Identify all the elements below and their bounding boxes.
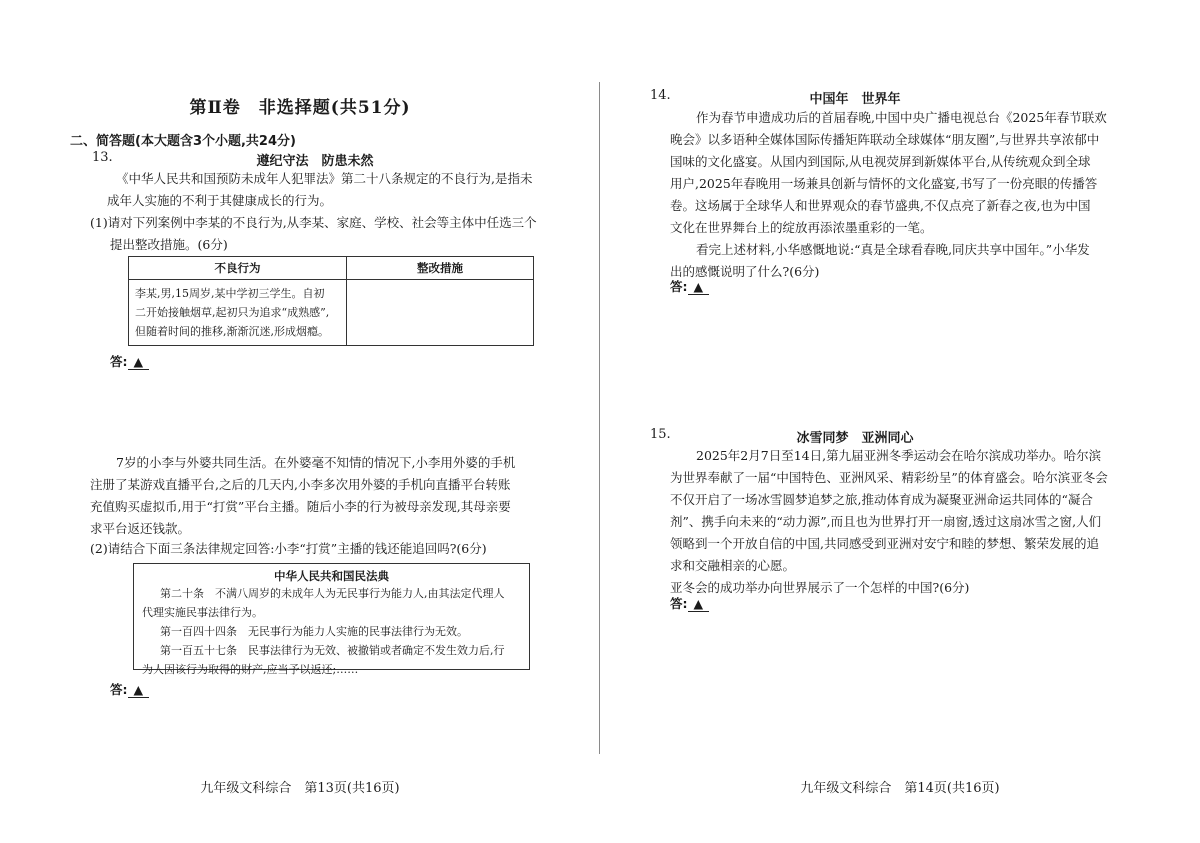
behavior-table [128, 256, 534, 346]
answer-label: 答: [110, 682, 128, 697]
question-13-part1 [90, 212, 570, 256]
civil-code-title: 中华人民共和国民法典 [274, 569, 389, 583]
page-divider [599, 82, 600, 754]
material-line: 2025年2月7日至14日,第九届亚洲冬季运动会在哈尔滨成功举办。哈尔滨 [696, 448, 1102, 463]
question-13-part2: (2)请结合下面三条法律规定回答:小李“打赏”主播的钱还能追回吗?(6分) [90, 541, 487, 556]
case-line: 二开始接触烟草,起初只为追求“成熟感”, [135, 306, 330, 319]
right-footer: 九年级文科综合 第14页(共16页) [800, 781, 1000, 796]
material-line: 卷。这场属于全球华人和世界观众的春节盛典,不仅点亮了新春之夜,也为中国 [670, 198, 1091, 213]
answer-label: 答: [670, 596, 688, 611]
answer-mark-icon: ▲ [133, 354, 144, 369]
material-line: 求和交融相亲的心愿。 [670, 558, 796, 573]
material-line: 出的感慨说明了什么?(6分) [670, 264, 820, 279]
question-15-material [670, 445, 1140, 599]
question-15-number: 15. [650, 427, 671, 442]
section-heading: 二、简答题(本大题含3个小题,共24分) [70, 134, 296, 149]
answer-label: 答: [110, 354, 128, 369]
intro-line: 《中华人民共和国预防未成年人犯罪法》第二十八条规定的不良行为,是指未 [116, 171, 533, 186]
question-15-title: 冰雪同梦 亚洲同心 [796, 431, 914, 446]
question-14-title: 中国年 世界年 [809, 92, 901, 107]
material-line: 领略到一个开放自信的中国,共同感受到亚洲对安宁和睦的梦想、繁荣发展的追 [670, 536, 1099, 551]
question-14-number: 14. [650, 88, 671, 103]
material-line: 剂”、携手向未来的“动力源”,而且也为世界打开一扇窗,透过这扇冰雪之窗,人们 [670, 514, 1102, 529]
case-line: 李某,男,15周岁,某中学初三学生。自初 [135, 287, 325, 300]
material-line: 用户,2025年春晚用一场兼具创新与情怀的文化盛宴,书写了一份亮眼的传播答 [670, 176, 1098, 191]
material-line: 充值购买虚拟币,用于“打赏”平台主播。随后小李的行为被母亲发现,其母亲要 [90, 499, 511, 514]
material-line: 文化在世界舞台上的绽放再添浓墨重彩的一笔。 [670, 220, 933, 235]
question-13-material [90, 452, 590, 540]
law-line: 第一百四十四条 无民事行为能力人实施的民事法律行为无效。 [160, 625, 468, 638]
case-line: 但随着时间的推移,渐渐沉迷,形成烟瘾。 [135, 325, 329, 338]
left-footer: 九年级文科综合 第13页(共16页) [200, 781, 400, 796]
question-13-number: 13. [92, 150, 113, 165]
table-header-bad-behavior: 不良行为 [129, 257, 347, 280]
answer-blank[interactable] [688, 596, 710, 612]
law-line: 第二十条 不满八周岁的未成年人为无民事行为能力人,由其法定代理人 [160, 587, 505, 600]
answer-blank[interactable] [688, 279, 710, 295]
material-line: 看完上述材料,小华感慨地说:“真是全球看春晚,同庆共享中国年。”小华发 [696, 242, 1090, 257]
question-13-intro [107, 168, 563, 212]
material-line: 求平台返还钱款。 [90, 521, 191, 536]
answer-blank[interactable] [128, 682, 150, 698]
material-line: 晚会》以多语种全媒体国际传播矩阵联动全球媒体“朋友圈”,与世界共享浓郁中 [670, 132, 1100, 147]
measures-answer-cell[interactable] [347, 280, 534, 346]
question-14-material [670, 107, 1140, 283]
case-description-cell [129, 280, 347, 346]
question-13-title: 遵纪守法 防患未然 [256, 154, 374, 169]
material-line: 注册了某游戏直播平台,之后的几天内,小李多次用外婆的手机向直播平台转账 [90, 477, 511, 492]
material-line: 为世界奉献了一届“中国特色、亚洲风采、精彩纷呈”的体育盛会。哈尔滨亚冬会 [670, 470, 1108, 485]
answer-3[interactable] [670, 277, 709, 295]
material-line: 作为春节申遗成功后的首届春晚,中国中央广播电视总台《2025年春节联欢 [696, 110, 1107, 125]
answer-mark-icon: ▲ [693, 279, 704, 294]
part1-line: (1)请对下列案例中李某的不良行为,从李某、家庭、学校、社会等主体中任选三个 [90, 215, 537, 230]
answer-2[interactable] [110, 680, 149, 698]
answer-blank[interactable] [128, 354, 150, 370]
answer-1[interactable] [110, 352, 149, 370]
answer-mark-icon: ▲ [133, 682, 144, 697]
part1-line: 提出整改措施。(6分) [110, 237, 228, 252]
law-line: 代理实施民事法律行为。 [142, 606, 263, 619]
law-line: 第一百五十七条 民事法律行为无效、被撤销或者确定不发生效力后,行 [160, 644, 505, 657]
law-line: 为人因该行为取得的财产,应当予以返还;…… [142, 663, 359, 676]
civil-code-box [133, 563, 530, 676]
part-title: 第Ⅱ卷 非选择题(共51分) [189, 98, 411, 118]
answer-label: 答: [670, 279, 688, 294]
material-line: 国味的文化盛宴。从国内到国际,从电视荧屏到新媒体平台,从传统观众到全球 [670, 154, 1091, 169]
material-line: 亚冬会的成功举办向世界展示了一个怎样的中国?(6分) [670, 580, 970, 595]
material-line: 7岁的小李与外婆共同生活。在外婆毫不知情的情况下,小李用外婆的手机 [116, 455, 516, 470]
intro-line: 成年人实施的不利于其健康成长的行为。 [107, 193, 333, 208]
table-header-measures: 整改措施 [347, 257, 534, 280]
answer-mark-icon: ▲ [693, 596, 704, 611]
material-line: 不仅开启了一场冰雪圆梦追梦之旅,推动体育成为凝聚亚洲命运共同体的“凝合 [670, 492, 1093, 507]
answer-4[interactable] [670, 594, 709, 612]
